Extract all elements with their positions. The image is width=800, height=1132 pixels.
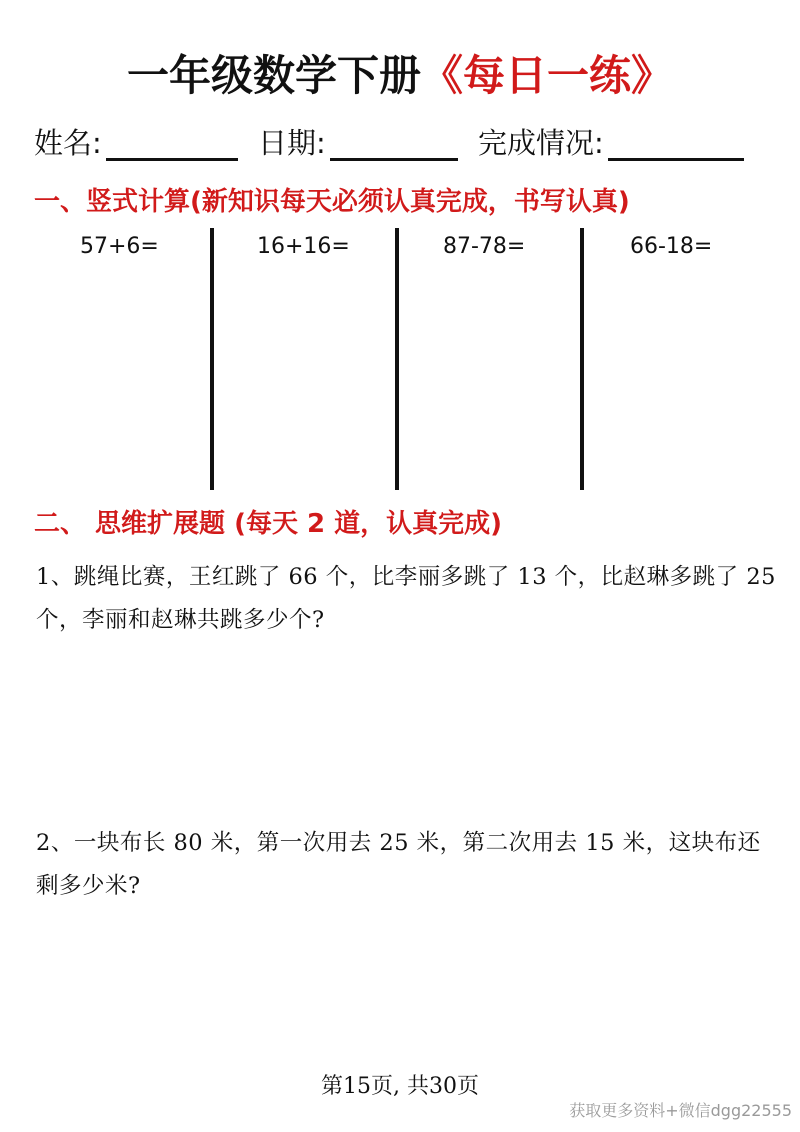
calc-problem-1: 57+6= — [80, 234, 159, 259]
watermark-text: 获取更多资料+微信dgg22555 — [569, 1101, 792, 1120]
section-2-heading: 二、 思维扩展题 (每天 2 道，认真完成) — [34, 509, 503, 539]
calc-problem-2: 16+16= — [257, 234, 350, 259]
column-divider-3 — [580, 228, 584, 490]
title-main: 一年级数学下册 — [126, 51, 421, 100]
page-number: 第15页, 共30页 — [321, 1074, 479, 1099]
section-1-heading: 一、竖式计算(新知识每天必须认真完成，书写认真) — [34, 187, 630, 217]
date-blank-line — [330, 158, 458, 161]
status-blank-line — [608, 158, 744, 161]
status-label: 完成情况: — [478, 126, 604, 160]
column-divider-1 — [210, 228, 214, 490]
title-accent: 《每日一练》 — [421, 51, 674, 100]
page-title — [0, 48, 800, 104]
word-problem-1: 1、跳绳比赛，王红跳了 66 个，比李丽多跳了 13 个，比赵琳多跳了 25 个，李丽和赵琳共跳多少个? — [36, 564, 776, 633]
column-divider-2 — [395, 228, 399, 490]
calc-problem-4: 66-18= — [630, 234, 713, 259]
info-row — [34, 124, 774, 164]
calc-problem-3: 87-78= — [443, 234, 526, 259]
name-label: 姓名: — [34, 126, 102, 160]
date-label: 日期: — [258, 126, 326, 160]
word-problem-2: 2、一块布长 80 米，第一次用去 25 米，第二次用去 15 米，这块布还剩多少米? — [36, 830, 761, 899]
name-blank-line — [106, 158, 238, 161]
